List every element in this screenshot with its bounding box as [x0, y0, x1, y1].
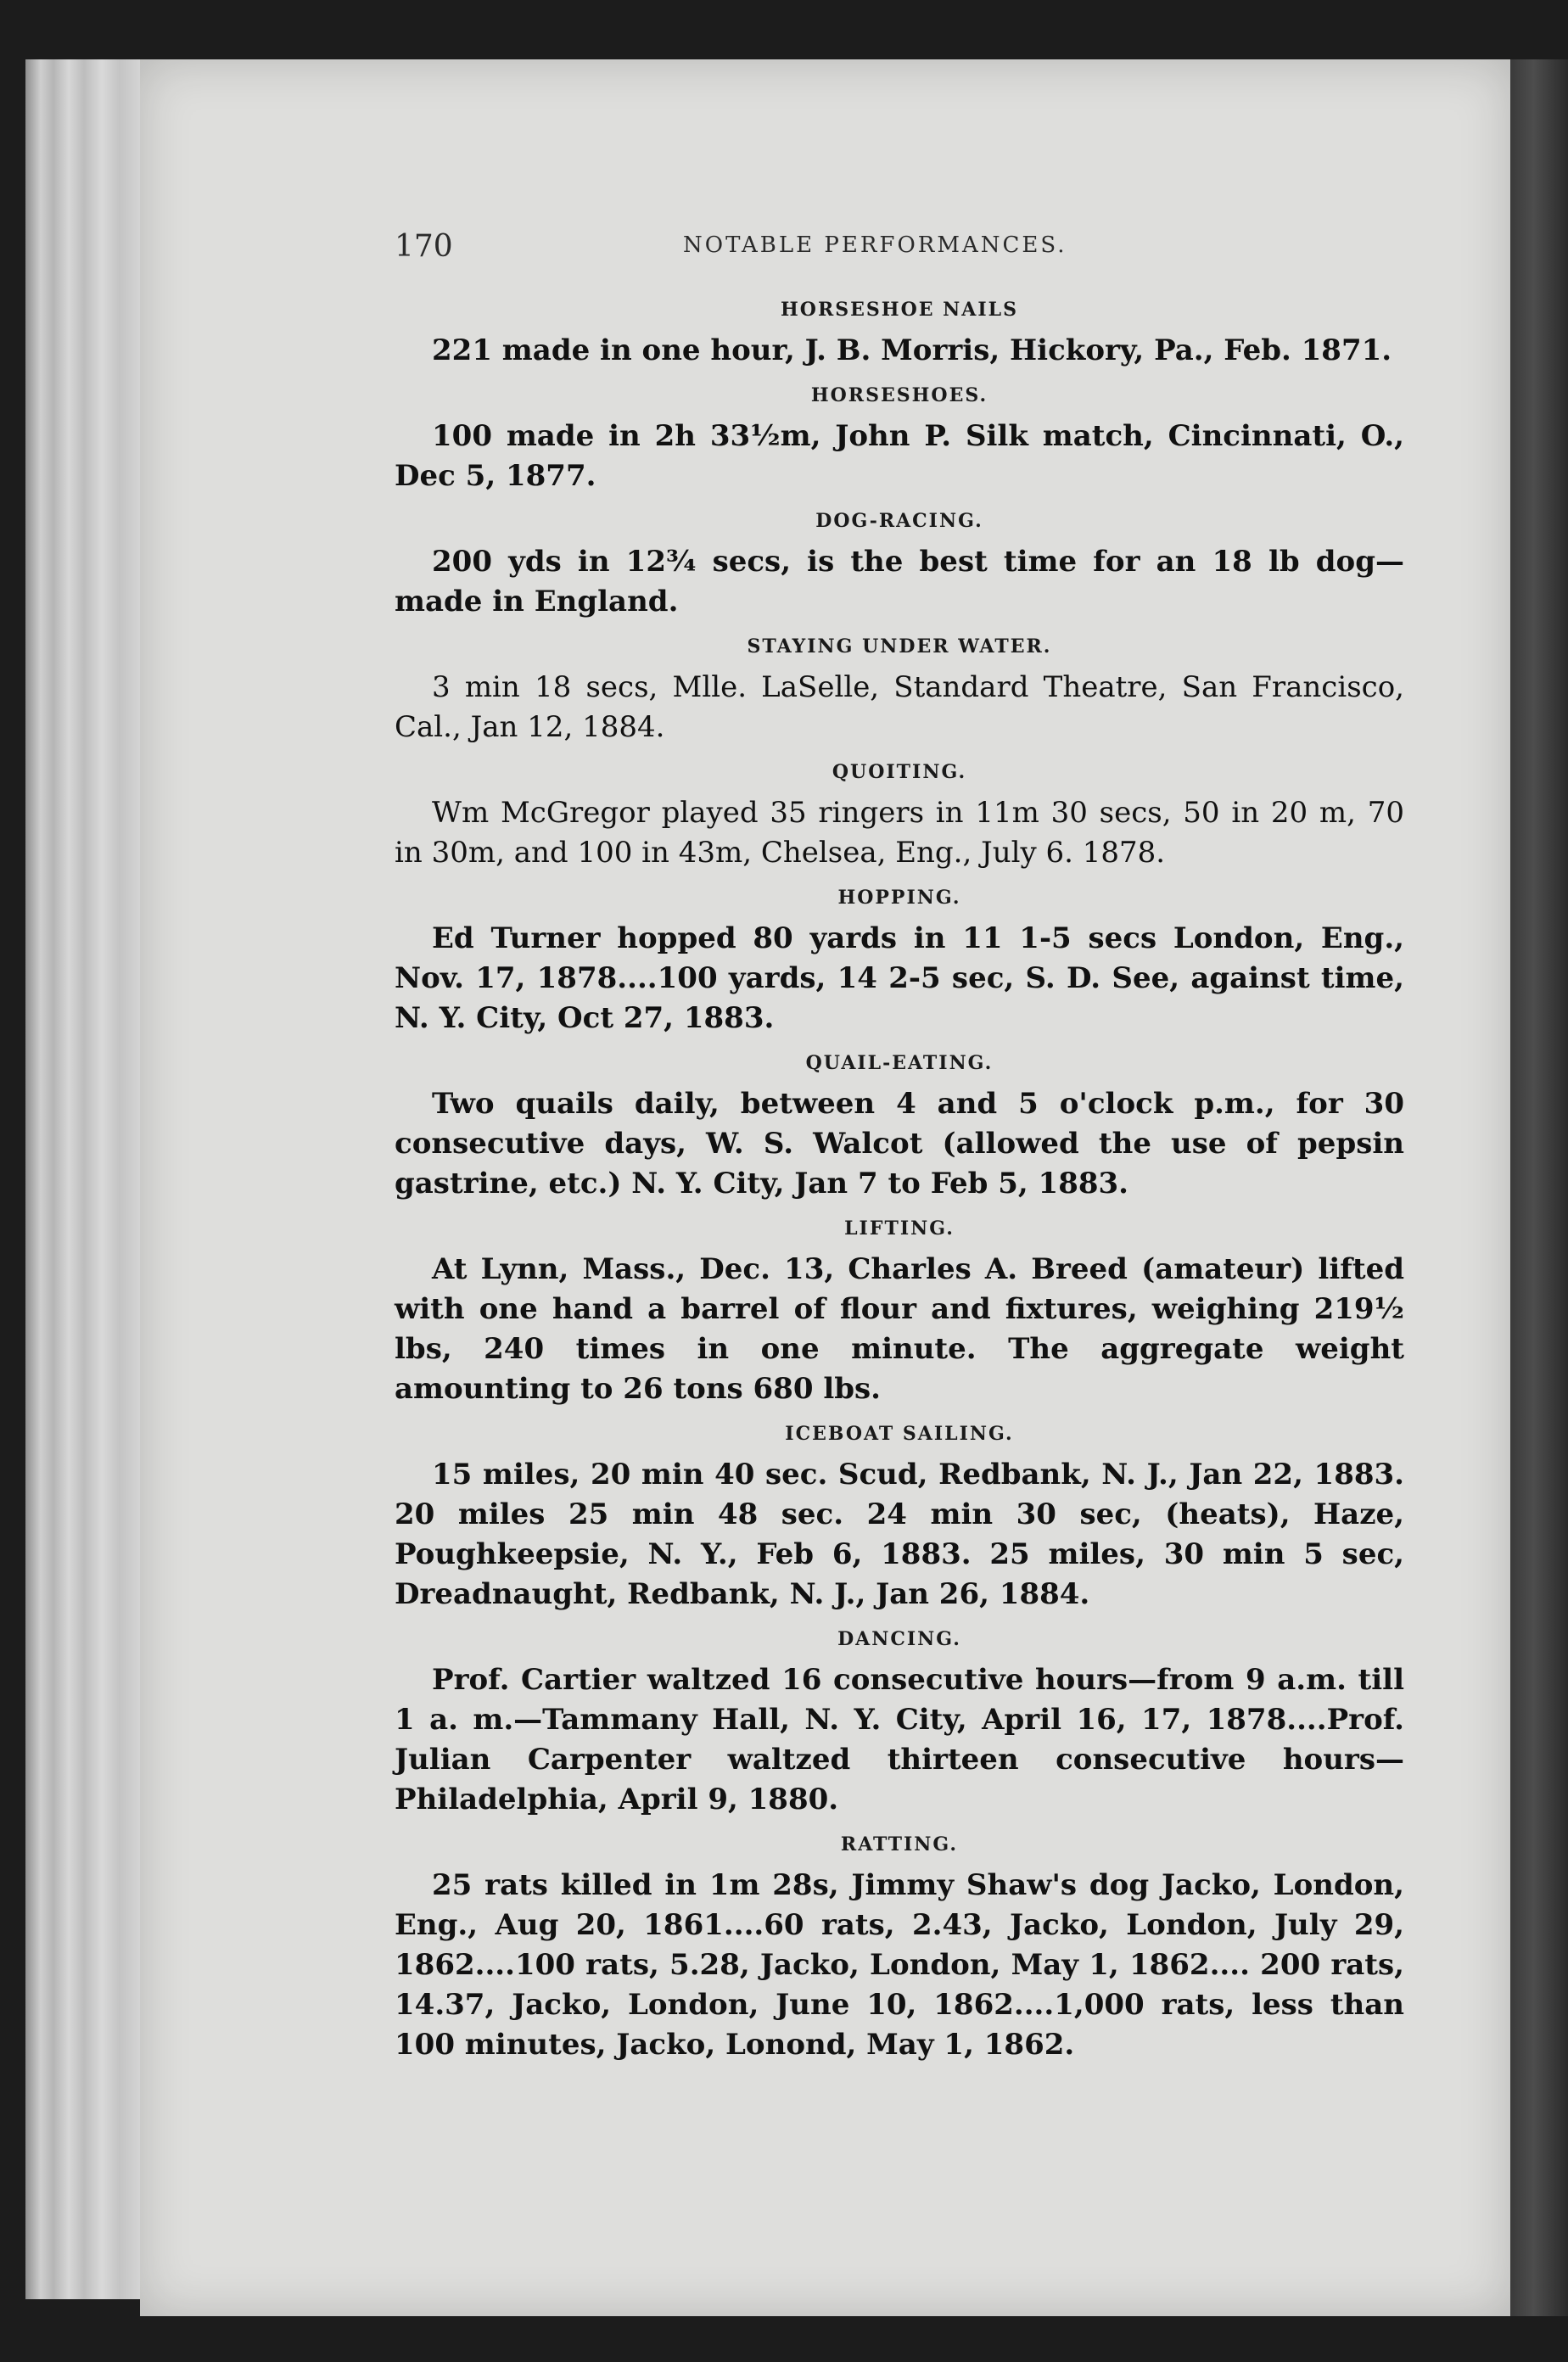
entry-text: Prof. Cartier waltzed 16 consecutive hours—from 9 a.m. till 1 a. m.—Tammany Hall, N. Y. City, April 16, 17, 1878....Prof. Julian Carpenter waltzed thirteen consecutive hours—Philadelphia, April 9, 1880. [395, 1663, 1404, 1816]
entry-heading: QUAIL-EATING. [805, 1052, 994, 1074]
entry-text: Two quails daily, between 4 and 5 o'clock p.m., for 30 consecutive days, W. S. Walcot (allowed the use of pepsin gastrine, etc.) N. Y. City, Jan 7 to Feb 5, 1883. [395, 1087, 1404, 1201]
entry-staying-under-water [395, 635, 1404, 747]
page-edges-left [25, 59, 153, 2299]
entry-ratting [395, 1833, 1404, 2065]
entry-text: Wm McGregor played 35 ringers in 11m 30 secs, 50 in 20 m, 70 in 30m, and 100 in 43m, Chelsea, Eng., July 6. 1878. [395, 796, 1404, 870]
entry-text: At Lynn, Mass., Dec. 13, Charles A. Breed (amateur) lifted with one hand a barrel of flour and fixtures, weighing 219½ lbs, 240 times in one minute. The aggregate weight amounting to 26 tons 680 lbs. [395, 1252, 1404, 1406]
entry-horseshoe-nails [395, 299, 1404, 371]
entry-heading: HORSESHOE NAILS [781, 299, 1018, 321]
page-number: 170 [395, 229, 453, 264]
entry-iceboat-sailing [395, 1423, 1404, 1615]
entry-heading: HORSESHOES. [810, 384, 988, 406]
entry-heading: HOPPING. [837, 887, 961, 909]
entry-heading: DANCING. [837, 1628, 961, 1650]
entry-dog-racing [395, 510, 1404, 622]
entry-text: 15 miles, 20 min 40 sec. Scud, Redbank, N. J., Jan 22, 1883. 20 miles 25 min 48 sec. 24 min 30 sec, (heats), Haze, Poughkeepsie, N. Y., Feb 6, 1883. 25 miles, 30 min 5 sec, Dreadnaught, Redbank, N. J., Jan 26, 1884. [395, 1458, 1404, 1611]
entry-dancing [395, 1628, 1404, 1820]
book-edge-right [1510, 59, 1568, 2316]
page-header [395, 229, 1413, 266]
entry-text: 25 rats killed in 1m 28s, Jimmy Shaw's dog Jacko, London, Eng., Aug 20, 1861....60 rats, 2.43, Jacko, London, July 29, 1862....100 rats, 5.28, Jacko, London, May 1, 1862.... 200 rats, 14.37, Jacko, London, June 10, 1862....1,000 rats, less than 100 minutes, Jacko, Lonond, May 1, 1862. [395, 1868, 1404, 2062]
entry-hopping [395, 887, 1404, 1038]
entry-quoiting [395, 761, 1404, 873]
running-head: NOTABLE PERFORMANCES. [683, 232, 1067, 258]
entry-quail-eating [395, 1052, 1404, 1204]
entry-text: 200 yds in 12¾ secs, is the best time for an 18 lb dog—made in England. [395, 545, 1404, 618]
entry-text: 100 made in 2h 33½m, John P. Silk match, Cincinnati, O., Dec 5, 1877. [395, 419, 1404, 493]
entry-heading: ICEBOAT SAILING. [785, 1423, 1014, 1445]
page-content [395, 299, 1404, 2079]
entry-horseshoes [395, 384, 1404, 496]
entry-heading: STAYING UNDER WATER. [747, 635, 1052, 658]
entry-heading: RATTING. [840, 1833, 959, 1855]
entry-lifting [395, 1217, 1404, 1409]
entry-heading: DOG-RACING. [815, 510, 983, 532]
entry-text: Ed Turner hopped 80 yards in 11 1-5 secs London, Eng., Nov. 17, 1878....100 yards, 14 2-5 sec, S. D. See, against time, N. Y. City, Oct 27, 1883. [395, 921, 1404, 1035]
entry-heading: LIFTING. [844, 1217, 955, 1240]
entry-text: 221 made in one hour, J. B. Morris, Hickory, Pa., Feb. 1871. [432, 333, 1392, 367]
entry-text: 3 min 18 secs, Mlle. LaSelle, Standard Theatre, San Francisco, Cal., Jan 12, 1884. [395, 670, 1404, 744]
entry-heading: QUOITING. [832, 761, 967, 783]
